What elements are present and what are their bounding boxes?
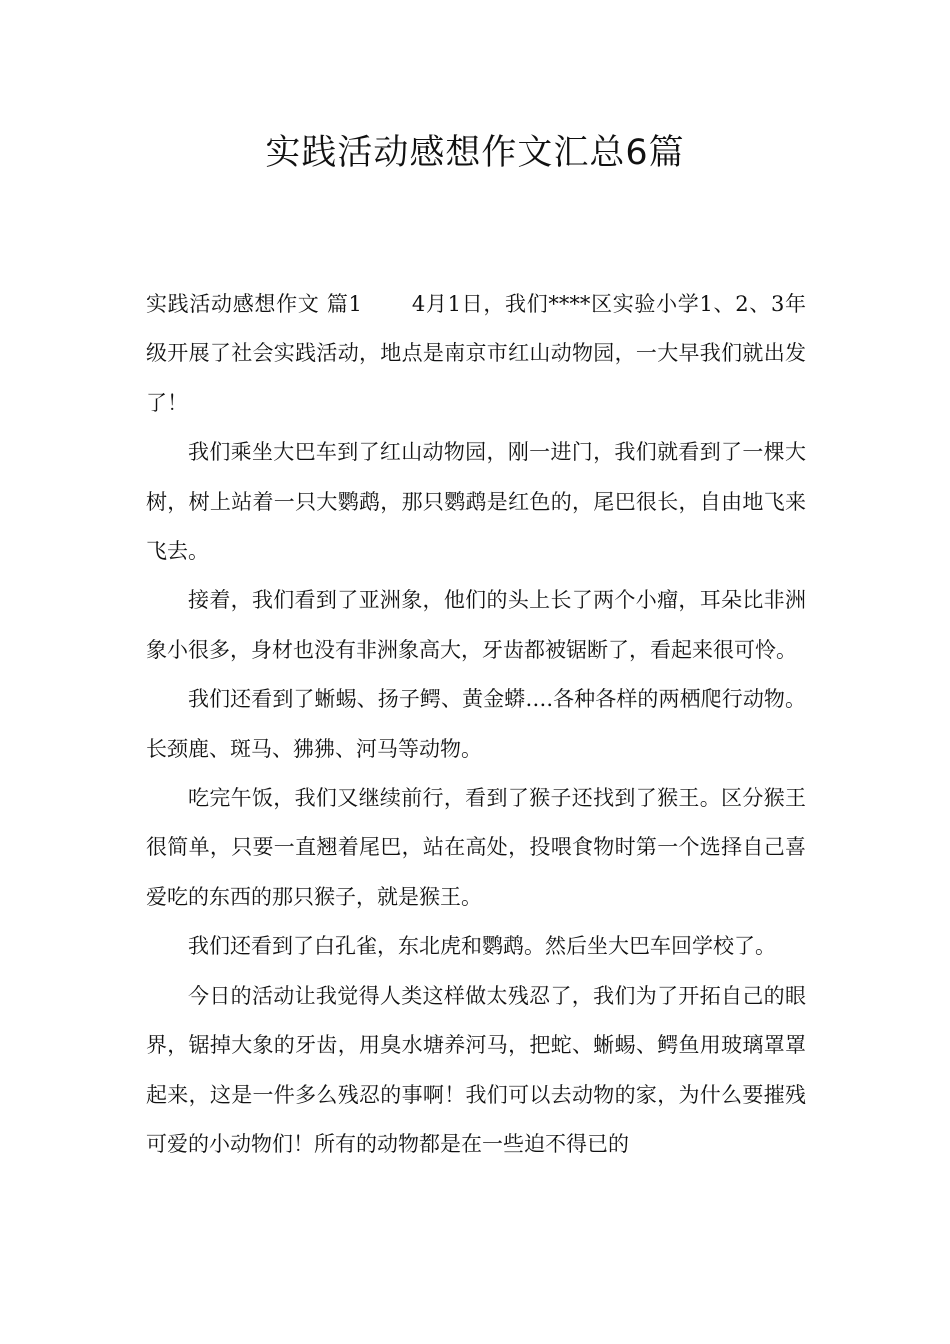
paragraph-6: 我们还看到了白孔雀，东北虎和鹦鹉。然后坐大巴车回学校了。 [188, 934, 776, 959]
paragraph-1-text: 4月1日，我们****区实验小学1、2、3年级开展了社会实践活动，地点是南京市红山动物园，一大早我们就出发了！ [146, 292, 806, 415]
paragraph-7: 今日的活动让我觉得人类这样做太残忍了，我们为了开拓自己的眼界，锯掉大象的牙齿，用臭水塘养河马，把蛇、蜥蜴、鳄鱼用玻璃罩罩起来，这是一件多么残忍的事啊！我们可以去动物的家，为什么要摧残可爱的小动物们！所有的动物都是在一些迫不得已的 [146, 983, 806, 1156]
paragraph-1 [146, 280, 806, 428]
document-body [146, 280, 806, 1169]
paragraph-5: 吃完午饭，我们又继续前行，看到了猴子还找到了猴王。区分猴王很简单，只要一直翘着尾巴，站在高处，投喂食物时第一个选择自己喜爱吃的东西的那只猴子，就是猴王。 [146, 786, 806, 909]
section-label: 实践活动感想作文 篇1 [146, 292, 362, 316]
document-title: 实践活动感想作文汇总6篇 [265, 133, 685, 173]
paragraph-2: 我们乘坐大巴车到了红山动物园，刚一进门，我们就看到了一棵大树，树上站着一只大鹦鹉，那只鹦鹉是红色的，尾巴很长，自由地飞来飞去。 [146, 440, 806, 564]
paragraph-4: 我们还看到了蜥蜴、扬子鳄、黄金蟒….各种各样的两栖爬行动物。长颈鹿、斑马、狒狒、河马等动物。 [146, 687, 806, 761]
paragraph-3: 接着，我们看到了亚洲象，他们的头上长了两个小瘤，耳朵比非洲象小很多，身材也没有非洲象高大，牙齿都被锯断了，看起来很可怜。 [146, 588, 806, 662]
